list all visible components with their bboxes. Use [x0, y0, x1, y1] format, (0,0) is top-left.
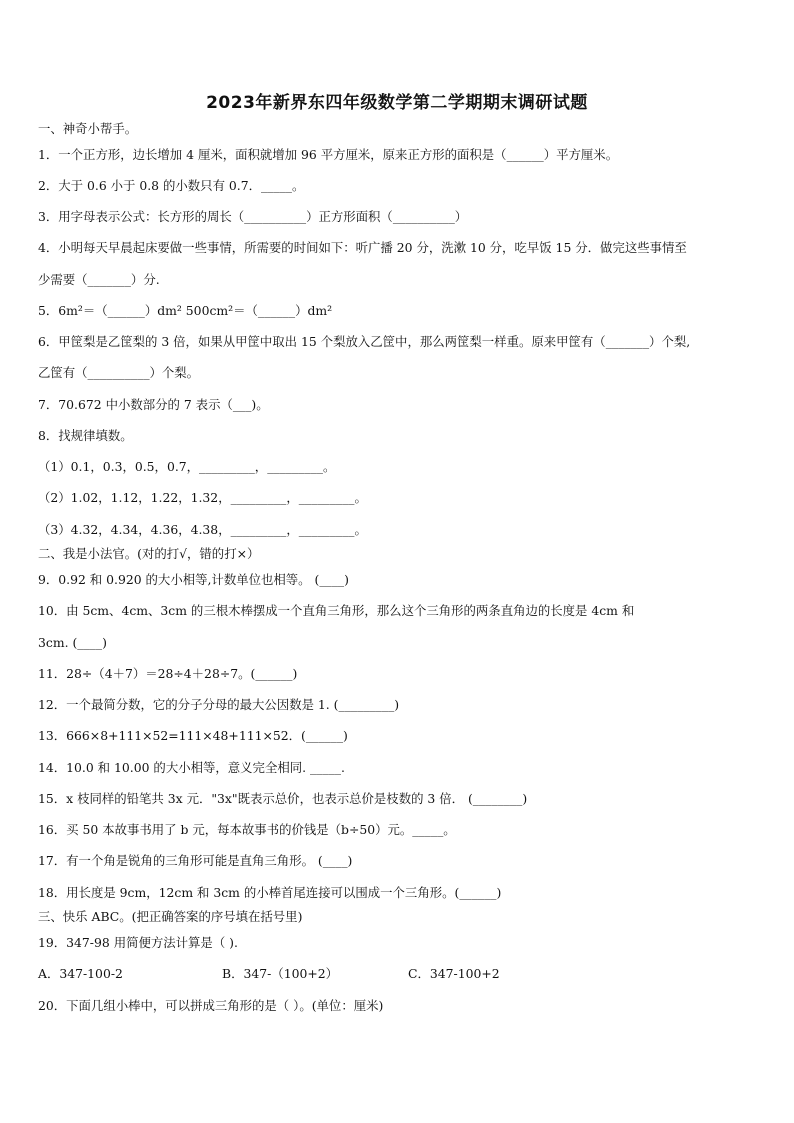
page-title: 2023年新界东四年级数学第二学期期末调研试题: [206, 93, 588, 113]
question-6-cont: 乙筐有（__________）个梨。: [38, 365, 200, 380]
question-5: 5．6m²＝（______）dm² 500cm²＝（______）dm²: [38, 303, 333, 318]
section-heading-2: 二、我是小法官。(对的打√，错的打×）: [38, 546, 260, 561]
question-4: 4．小明每天早晨起床要做一些事情，所需要的时间如下：听广播 20 分，洗漱 10 分，吃早饭 15 分．做完这些事情至: [38, 240, 687, 255]
question-20: 20．下面几组小棒中，可以拼成三角形的是（ ）。(单位：厘米): [38, 998, 384, 1013]
question-12: 12．一个最简分数，它的分子分母的最大公因数是 1. (_________): [38, 697, 400, 712]
q19-option-a: A．347-100-2: [38, 966, 123, 981]
question-8: 8．找规律填数。: [38, 428, 133, 443]
question-9: 9．0.92 和 0.920 的大小相等,计数单位也相等。 (____): [38, 572, 349, 587]
question-7: 7．70.672 中小数部分的 7 表示（___)。: [38, 397, 269, 412]
question-6: 6．甲筐梨是乙筐梨的 3 倍，如果从甲筐中取出 15 个梨放入乙筐中，那么两筐梨一样重。原来甲筐有（_______）个梨,: [38, 334, 691, 349]
question-14: 14．10.0 和 10.00 的大小相等，意义完全相同. _____.: [38, 760, 345, 775]
question-17: 17．有一个角是锐角的三角形可能是直角三角形。 (____): [38, 853, 353, 868]
question-3: 3．用字母表示公式：长方形的周长（__________）正方形面积（__________）: [38, 209, 468, 224]
question-19: 19．347-98 用简便方法计算是（ ).: [38, 935, 238, 950]
question-8-3: （3）4.32，4.34，4.36，4.38，_________，_________。: [38, 522, 367, 537]
question-10: 10．由 5cm、4cm、3cm 的三根木棒摆成一个直角三角形，那么这个三角形的两条直角边的长度是 4cm 和: [38, 603, 635, 618]
question-1: 1．一个正方形，边长增加 4 厘米，面积就增加 96 平方厘米，原来正方形的面积是（______）平方厘米。: [38, 147, 619, 162]
question-16: 16．买 50 本故事书用了 b 元，每本故事书的价钱是（b÷50）元。_____。: [38, 822, 456, 837]
question-4-cont: 少需要（_______）分.: [38, 272, 160, 287]
question-8-2: （2）1.02，1.12，1.22，1.32，_________，_________。: [38, 490, 367, 505]
section-heading-3: 三、快乐 ABC。(把正确答案的序号填在括号里): [38, 909, 303, 924]
question-15: 15．x 枝同样的铅笔共 3x 元．"3x"既表示总价，也表示总价是枝数的 3 倍． (________): [38, 791, 528, 806]
question-11: 11．28÷（4＋7）＝28÷4＋28÷7。(______): [38, 666, 298, 681]
question-13: 13．666×8+111×52=111×48+111×52．(______): [38, 728, 348, 743]
q19-option-b: B．347-（100+2）: [222, 966, 339, 981]
question-8-1: （1）0.1，0.3，0.5，0.7，_________，_________。: [38, 459, 336, 474]
question-2: 2．大于 0.6 小于 0.8 的小数只有 0.7．_____。: [38, 178, 305, 193]
section-heading-1: 一、神奇小帮手。: [38, 121, 138, 136]
q19-option-c: C．347-100+2: [408, 966, 500, 981]
question-18: 18．用长度是 9cm，12cm 和 3cm 的小棒首尾连接可以围成一个三角形。(______): [38, 885, 502, 900]
question-10-cont: 3cm. (____): [38, 635, 107, 650]
